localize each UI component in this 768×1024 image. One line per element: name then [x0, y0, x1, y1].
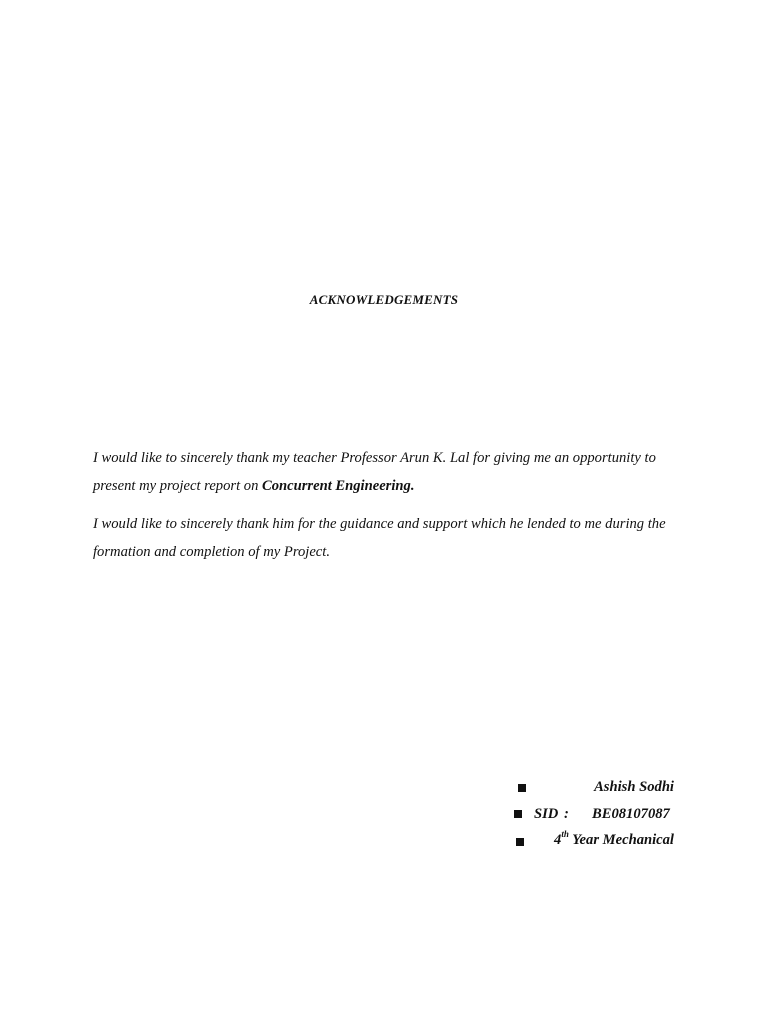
square-bullet-icon	[518, 784, 526, 792]
project-title: Concurrent Engineering.	[262, 478, 415, 494]
sid-separator: :	[564, 806, 569, 822]
square-bullet-icon	[516, 838, 524, 846]
sid-label: SID	[534, 806, 559, 822]
sid-value: BE08107087	[592, 806, 670, 822]
author-name: Ashish Sodhi	[594, 779, 674, 795]
year-of-study	[554, 829, 674, 849]
acknowledgement-paragraph-1	[93, 444, 693, 500]
year-number: 4	[554, 832, 562, 848]
student-id	[534, 806, 670, 823]
page-title: ACKNOWLEDGEMENTS	[309, 292, 459, 307]
acknowledgement-paragraph-2: I would like to sincerely thank him for the guidance and support which he lended to me during the formation and completion of my Project.	[93, 516, 666, 560]
paragraph-1-text: I would like to sincerely thank my teacher Professor Arun K. Lal for giving me an opportunity to present my project report on	[93, 450, 656, 494]
year-rest: Year Mechanical	[568, 832, 674, 848]
year-suffix: th	[561, 829, 569, 839]
square-bullet-icon	[514, 810, 522, 818]
